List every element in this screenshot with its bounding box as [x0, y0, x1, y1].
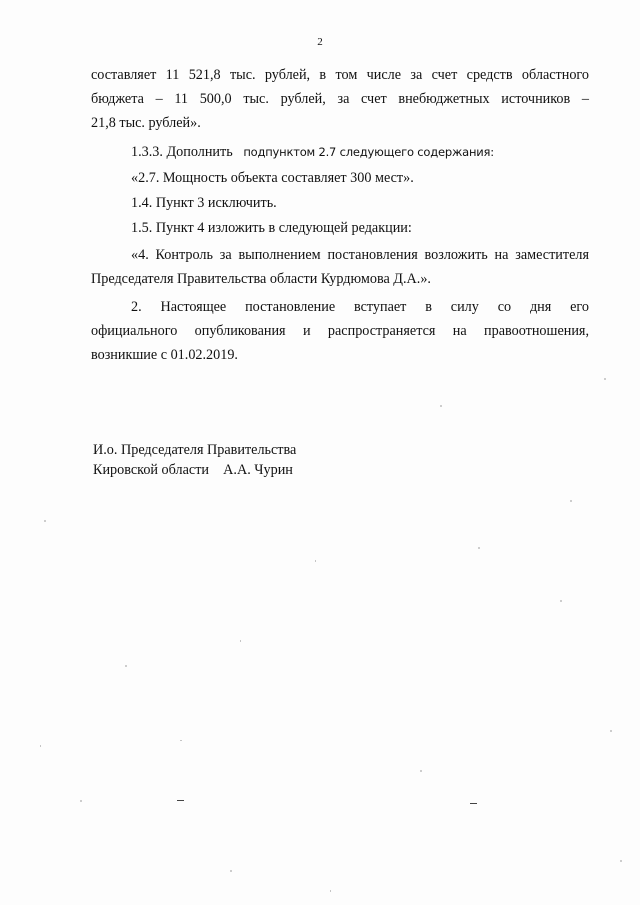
scan-speck	[315, 560, 316, 562]
scan-speck	[240, 640, 241, 642]
item-2-line-3: возникшие с 01.02.2019.	[91, 347, 238, 363]
item-2-7	[91, 166, 589, 190]
signature-position: И.о. Председателя Правительства	[93, 442, 297, 458]
scan-speck	[180, 740, 182, 741]
item-2-7-text: «2.7. Мощность объекта составляет 300 мест».	[131, 170, 414, 186]
scan-speck	[478, 547, 480, 549]
scan-speck	[604, 378, 606, 380]
scan-speck	[80, 800, 82, 802]
scan-dash	[470, 803, 477, 804]
scan-speck	[230, 870, 232, 872]
item-1-4	[91, 191, 589, 215]
item-2-line-1: 2. Настоящее постановление вступает в силу со дня его	[131, 299, 589, 315]
item-1-3-3	[91, 140, 589, 164]
scan-speck	[125, 665, 127, 667]
item-1-3-3-prefix: 1.3.3. Дополнить	[131, 144, 233, 160]
item-4-line-2: Председателя Правительства области Курдюмова Д.А.».	[91, 271, 431, 287]
item-2	[91, 295, 589, 367]
scan-dash	[177, 800, 184, 801]
item-1-3-3-suffix: подпунктом 2.7 следующего содержания:	[243, 145, 494, 159]
scan-speck	[330, 890, 331, 892]
scan-speck	[570, 500, 572, 502]
page-number: 2	[317, 36, 323, 48]
scan-speck	[440, 405, 442, 407]
scan-speck	[560, 600, 562, 602]
item-4-line-1: «4. Контроль за выполнением постановления возложить на заместителя	[131, 247, 589, 263]
item-2-line-2: официального опубликования и распространяется на правоотношения,	[91, 323, 589, 339]
paragraph-cost-line-1: составляет 11 521,8 тыс. рублей, в том числе за счет средств областного	[91, 67, 589, 83]
paragraph-cost-line-3: 21,8 тыс. рублей».	[91, 115, 201, 131]
signature-block	[93, 440, 296, 480]
paragraph-cost	[91, 63, 589, 135]
item-4	[91, 243, 589, 291]
scan-speck	[420, 770, 422, 772]
item-1-5	[91, 216, 589, 240]
signature-name: Кировской области А.А. Чурин	[93, 462, 293, 478]
item-1-4-text: 1.4. Пункт 3 исключить.	[131, 195, 277, 211]
scan-speck	[40, 745, 41, 747]
paragraph-cost-line-2: бюджета – 11 500,0 тыс. рублей, за счет внебюджетных источников –	[91, 91, 589, 107]
scan-speck	[610, 730, 612, 732]
scan-speck	[620, 860, 622, 862]
scan-speck	[44, 520, 46, 522]
item-1-5-text: 1.5. Пункт 4 изложить в следующей редакции:	[131, 220, 412, 236]
